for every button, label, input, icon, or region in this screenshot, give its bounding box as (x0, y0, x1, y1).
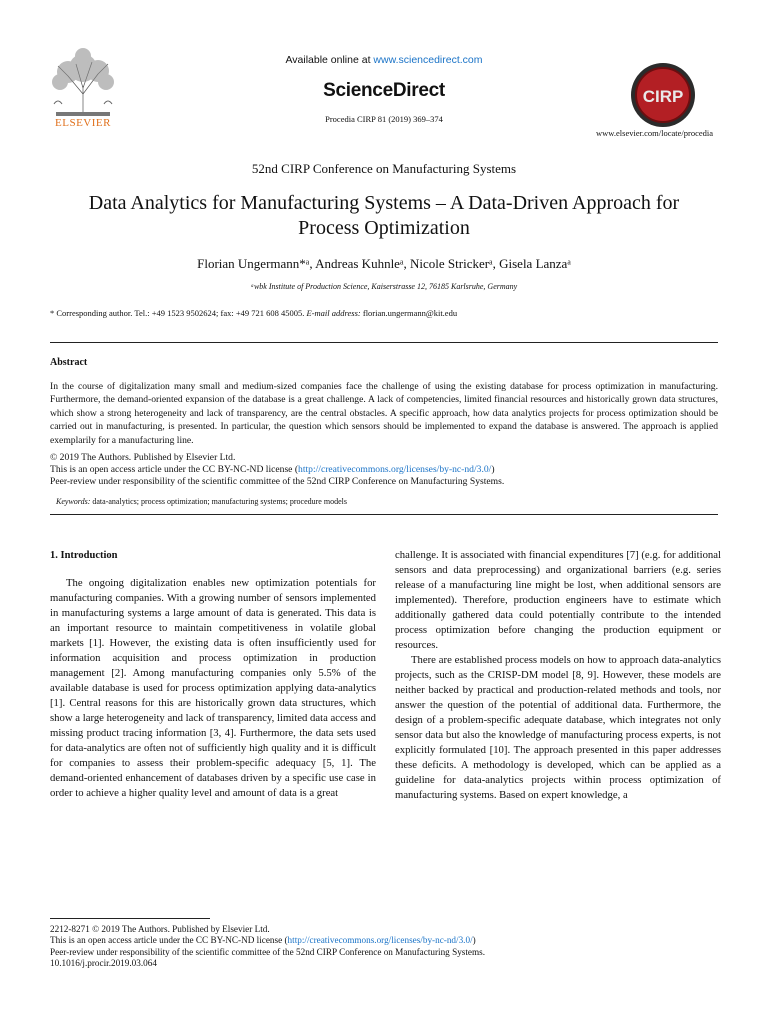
keywords: Keywords: data-analytics; process optimization; manufacturing systems; procedure models (56, 497, 347, 506)
abstract-heading: Abstract (50, 357, 88, 368)
sciencedirect-link[interactable]: www.sciencedirect.com (373, 54, 483, 66)
cirp-logo-text: CIRP (642, 87, 684, 106)
journal-url[interactable]: www.elsevier.com/locate/procedia (596, 128, 713, 138)
divider (50, 514, 718, 515)
abstract-text: In the course of digitalization many small and medium-sized companies face the challenge of using the existing database for process optimization in manufacturing. Furthermore, the demand-oriented expansion of the database is a great challenge. A lack of competencies, limited financial resources and historically grown data structures, which show a strong heterogeneity and lack of transparency, are the central obstacles. A specific approach, how data analytics projects for process optimization should be carried out in manufacturing, is presented. In particular, the question which sensors should be implemented to expand the database is answered. The approach is applied exemplarily for a manufacturing line. (50, 381, 718, 446)
footer-license-link[interactable]: http://creativecommons.org/licenses/by-nc-nd/3.0/ (287, 935, 473, 946)
footer: 2212-8271 © 2019 The Authors. Published by Elsevier Ltd. This is an open access article under the CC BY-NC-ND license (http://creativecommons.org/licenses/by-nc-nd/3.0/) Peer-review under responsibility of the scientific committee of the 52nd CIRP Conference on Manufacturing Systems. 10.1016/j.procir.2019.03.064 (50, 924, 718, 970)
column-right (395, 548, 721, 803)
journal-citation: Procedia CIRP 81 (2019) 369–374 (325, 114, 443, 124)
abstract-license: © 2019 The Authors. Published by Elsevier Ltd. This is an open access article under the CC BY-NC-ND license (http://creativecommons.org/licenses/by-nc-nd/3.0/) Peer-review under responsibility of the scientific committee of the 52nd CIRP Conference on Manufacturing Systems. (50, 452, 505, 487)
paragraph: challenge. It is associated with financial expenditures [7] (e.g. for additional sensors and data preprocessing) and organizational barriers (e.g. series release of a manufacturing line might be lost, when additional sensors are implemented). Therefore, production engineers have to estimate which additionally gathered data could potentially contribute to the intended process optimization before changing the production equipment or resources. (395, 549, 721, 651)
paragraph: There are established process models on how to approach data-analytics projects, such as the CRISP-DM model [8, 9]. However, these models are neither backed by practical and production-related methods and tools, nor answer the question of the potential of additional data. Furthermore, the design of a problem-specific adequate database, which integrates not only sensor data but also the knowledge of manufacturing process experts, is not explicitly formulated [10]. The approach presented in this paper addresses these deficits. A methodology is developed, which can be applied as a guideline for data-analytics projects within process optimization of manufacturing systems. Based on expert knowledge, a (395, 654, 721, 801)
email-address[interactable]: florian.ungermann@kit.edu (360, 308, 458, 318)
doi[interactable]: 10.1016/j.procir.2019.03.064 (50, 958, 157, 969)
section-heading: 1. Introduction (50, 550, 118, 561)
paper-title: Data Analytics for Manufacturing Systems – A Data-Driven Approach for Process Optimization (88, 192, 680, 239)
available-online: Available online at www.sciencedirect.com (285, 54, 483, 66)
divider (50, 342, 718, 343)
license-link[interactable]: http://creativecommons.org/licenses/by-nc-nd/3.0/ (298, 464, 492, 475)
affiliation: ᵃwbk Institute of Production Science, Kaiserstrasse 12, 76185 Karlsruhe, Germany (250, 282, 518, 291)
footer-divider (50, 918, 210, 919)
corresponding-author: * Corresponding author. Tel.: +49 1523 9502624; fax: +49 721 608 45005. E-mail address: florian.ungermann@kit.edu (50, 308, 458, 318)
sciencedirect-brand: ScienceDirect (323, 80, 445, 101)
conference-name: 52nd CIRP Conference on Manufacturing Systems (251, 161, 517, 176)
elsevier-wordmark: ELSEVIER (55, 117, 111, 129)
author-list: Florian Ungermann*ᵃ, Andreas Kuhnleᵃ, Nicole Strickerᵃ, Gisela Lanzaᵃ (197, 256, 571, 271)
paragraph: The ongoing digitalization enables new optimization potentials for manufacturing companies. With a growing number of sensors implemented in manufacturing systems a large amount of data is generated. This data is an important resource to maintain competitiveness in volatile global markets [1]. However, the existing data is often insufficiently used for information acquisition and process optimization in production management [2]. Among manufacturing companies only 5.5% of the available database is used for process optimization applying data-analytics [1]. Central reasons for this are historically grown data structures, which show a large heterogeneity and lack of transparency, limited data access and missing product tracing information [3, 4]. Furthermore, the data sets used for data-analytics are often not of sufficiently high quality and it is difficult for companies to assess their problem-specific adequacy [5, 1]. The demand-oriented enhancement of databases driven by a specific use case in order to achieve a higher quality level and amount of data is a great (50, 577, 376, 799)
cirp-logo (630, 62, 696, 128)
column-left (50, 548, 376, 801)
